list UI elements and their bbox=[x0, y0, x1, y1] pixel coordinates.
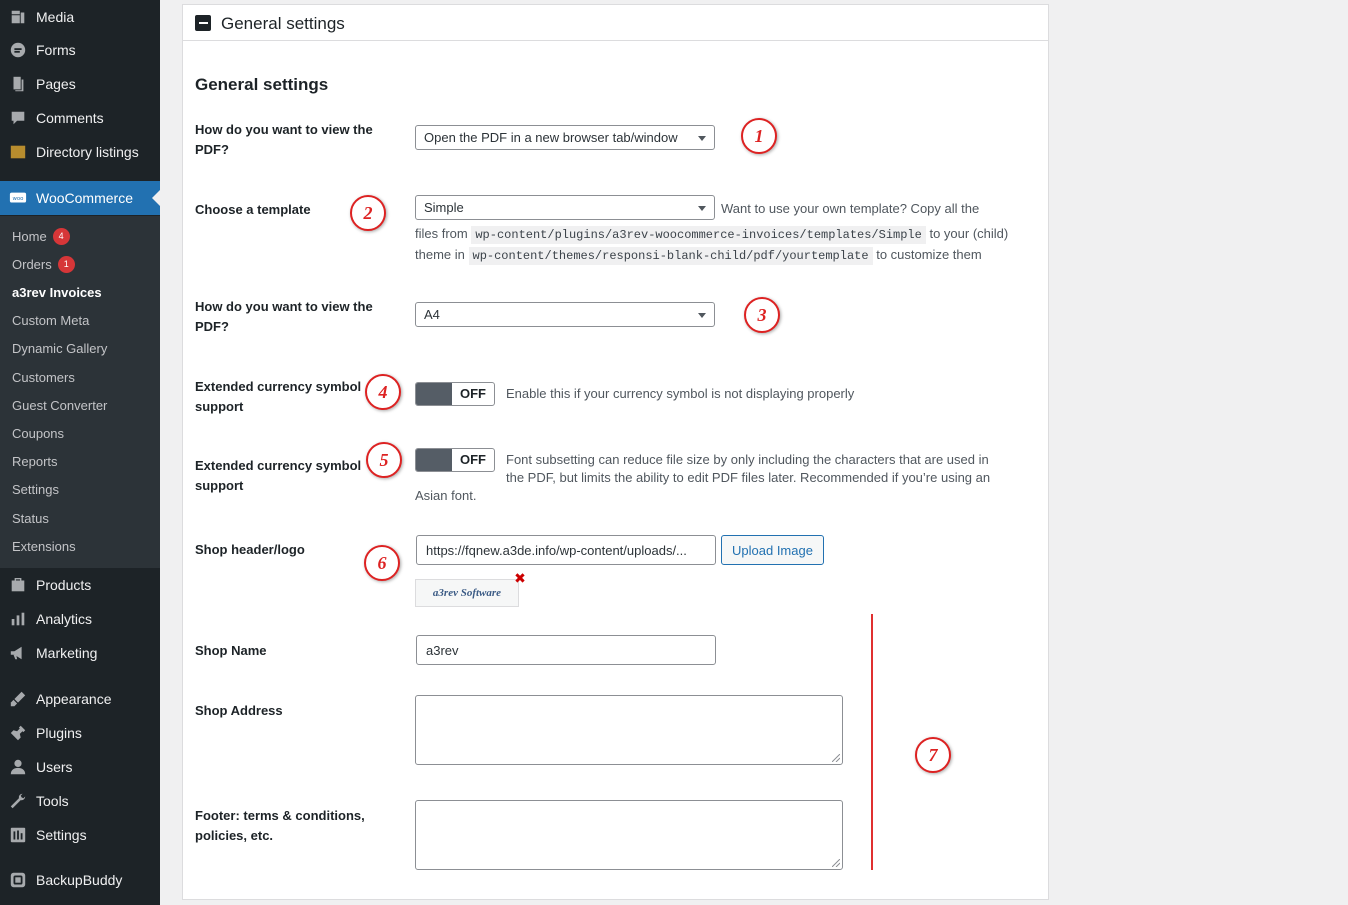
sidebar-item-woocommerce[interactable] bbox=[0, 181, 160, 215]
footer-terms-label: Footer: terms & conditions, policies, etc. bbox=[195, 808, 365, 843]
paper-size-select[interactable] bbox=[415, 302, 715, 327]
template-desc bbox=[415, 224, 1040, 266]
sidebar-item-label: Media bbox=[36, 9, 75, 25]
sidebar-item-label: Plugins bbox=[36, 725, 82, 741]
sidebar-item-label: Users bbox=[36, 759, 73, 775]
annotation-marker-1: 1 bbox=[741, 118, 777, 154]
appearance-icon bbox=[0, 690, 36, 708]
sidebar-item-analytics[interactable] bbox=[0, 602, 160, 636]
annotation-marker-4: 4 bbox=[365, 374, 401, 410]
font-subsetting-desc-line1: Font subsetting can reduce file size by only including the characters that are used in bbox=[506, 452, 989, 467]
sidebar-item-label: Marketing bbox=[36, 645, 98, 661]
comments-icon bbox=[0, 109, 36, 127]
footer-terms-textarea[interactable] bbox=[415, 800, 843, 870]
sidebar-item-label: Appearance bbox=[36, 691, 112, 707]
sidebar-item-label: Pages bbox=[36, 76, 76, 92]
analytics-icon bbox=[0, 610, 36, 628]
shop-name-label: Shop Name bbox=[195, 643, 267, 658]
annotation-marker-6: 6 bbox=[364, 545, 400, 581]
sidebar-item-pages[interactable] bbox=[0, 67, 160, 101]
woo-icon bbox=[0, 189, 36, 207]
upload-image-button[interactable]: Upload Image bbox=[721, 535, 824, 565]
toggle-state: OFF bbox=[460, 386, 486, 401]
svg-text:woo: woo bbox=[12, 195, 24, 202]
sidebar-item-marketing[interactable] bbox=[0, 636, 160, 670]
sidebar-item-label: Forms bbox=[36, 42, 76, 58]
submenu-item-settings[interactable]: Settings bbox=[12, 481, 59, 497]
template-desc-text: theme in bbox=[415, 247, 465, 262]
annotation-marker-3: 3 bbox=[744, 297, 780, 333]
admin-sidebar bbox=[0, 0, 160, 905]
submenu-item-coupons[interactable]: Coupons bbox=[12, 425, 65, 441]
sidebar-item-label: BackupBuddy bbox=[36, 872, 123, 888]
sidebar-item-appearance[interactable] bbox=[0, 682, 160, 716]
sidebar-item-label: WooCommerce bbox=[36, 190, 133, 206]
paper-size-label: How do you want to view the PDF? bbox=[195, 299, 373, 334]
sidebar-item-plugins[interactable] bbox=[0, 716, 160, 750]
users-icon bbox=[0, 758, 36, 776]
submenu-item-customers[interactable]: Customers bbox=[12, 369, 75, 385]
settings-icon bbox=[0, 826, 36, 844]
font-subsetting-desc-line3: Asian font. bbox=[415, 488, 477, 503]
shop-logo-label: Shop header/logo bbox=[195, 542, 305, 557]
sidebar-item-settings[interactable] bbox=[0, 818, 160, 852]
sidebar-item-label: Comments bbox=[36, 110, 104, 126]
submenu-item-orders[interactable] bbox=[12, 254, 75, 274]
marketing-icon bbox=[0, 644, 36, 662]
woocommerce-submenu bbox=[0, 216, 160, 568]
collapse-toggle-icon[interactable] bbox=[195, 15, 211, 31]
shop-logo-url-input[interactable]: https://fqnew.a3de.info/wp-content/uploads/... bbox=[416, 535, 716, 565]
submenu-item-reports[interactable]: Reports bbox=[12, 453, 58, 469]
toggle-knob bbox=[416, 449, 452, 471]
submenu-label: Orders bbox=[12, 256, 52, 272]
current-menu-arrow bbox=[152, 190, 160, 206]
font-subsetting-toggle[interactable] bbox=[415, 448, 495, 472]
shop-name-input[interactable]: a3rev bbox=[416, 635, 716, 665]
currency-support-desc: Enable this if your currency symbol is not displaying properly bbox=[506, 386, 855, 401]
chevron-down-icon bbox=[698, 206, 706, 211]
submenu-item-guest-converter[interactable]: Guest Converter bbox=[12, 397, 108, 413]
section-title: General settings bbox=[195, 75, 329, 94]
view-pdf-select-value: Open the PDF in a new browser tab/window bbox=[424, 130, 678, 145]
paper-size-select-value: A4 bbox=[424, 307, 440, 322]
forms-icon bbox=[0, 41, 36, 59]
shop-address-label: Shop Address bbox=[195, 703, 283, 718]
template-select-value: Simple bbox=[424, 200, 464, 215]
resize-handle-icon[interactable] bbox=[832, 859, 840, 867]
sidebar-item-media[interactable] bbox=[0, 0, 160, 34]
submenu-label: Home bbox=[12, 228, 47, 244]
template-desc-text: files from bbox=[415, 226, 468, 241]
annotation-bracket-line bbox=[871, 614, 873, 870]
sidebar-item-label: Settings bbox=[36, 827, 87, 843]
panel-header-title: General settings bbox=[221, 14, 345, 33]
annotation-marker-2: 2 bbox=[350, 195, 386, 231]
annotation-marker-5: 5 bbox=[366, 442, 402, 478]
submenu-item-custom-meta[interactable]: Custom Meta bbox=[12, 312, 90, 328]
sidebar-item-backupbuddy[interactable] bbox=[0, 863, 160, 897]
submenu-item-extensions[interactable]: Extensions bbox=[12, 538, 76, 554]
currency-support-toggle[interactable] bbox=[415, 382, 495, 406]
sidebar-item-tools[interactable] bbox=[0, 784, 160, 818]
template-desc-text: to your (child) bbox=[929, 226, 1009, 241]
font-subsetting-desc-line2: the PDF, but limits the ability to edit PDF files later. Recommended if you’re using an bbox=[506, 470, 991, 485]
resize-handle-icon[interactable] bbox=[832, 754, 840, 762]
media-icon bbox=[0, 8, 36, 26]
submenu-item-a3rev-invoices[interactable]: a3rev Invoices bbox=[12, 284, 102, 300]
toggle-state: OFF bbox=[460, 452, 486, 467]
toggle-knob bbox=[416, 383, 452, 405]
backupbuddy-icon bbox=[0, 871, 36, 889]
tools-icon bbox=[0, 792, 36, 810]
sidebar-item-users[interactable] bbox=[0, 750, 160, 784]
submenu-item-status[interactable]: Status bbox=[12, 510, 49, 526]
sidebar-item-label: Analytics bbox=[36, 611, 93, 627]
template-target-path: wp-content/themes/responsi-blank-child/pdf/yourtemplate bbox=[469, 247, 873, 265]
submenu-item-home[interactable] bbox=[12, 226, 70, 246]
shop-address-textarea[interactable] bbox=[415, 695, 843, 765]
view-pdf-select[interactable] bbox=[415, 125, 715, 150]
plugins-icon bbox=[0, 724, 36, 742]
logo-preview: a3rev Software bbox=[415, 579, 519, 607]
template-label: Choose a template bbox=[195, 202, 311, 217]
font-subsetting-label: Extended currency symbol support bbox=[195, 458, 362, 493]
template-desc-text: to customize them bbox=[876, 247, 982, 262]
view-pdf-label: How do you want to view the PDF? bbox=[195, 122, 373, 157]
annotation-marker-7: 7 bbox=[915, 737, 951, 773]
template-desc-line1: Want to use your own template? Copy all the bbox=[721, 201, 980, 216]
template-select[interactable] bbox=[415, 195, 715, 220]
chevron-down-icon bbox=[698, 136, 706, 141]
currency-support-label: Extended currency symbol support bbox=[195, 379, 362, 414]
submenu-item-dynamic-gallery[interactable]: Dynamic Gallery bbox=[12, 340, 108, 356]
template-source-path: wp-content/plugins/a3rev-woocommerce-invoices/templates/Simple bbox=[471, 226, 925, 244]
sidebar-item-directory-listings[interactable] bbox=[0, 135, 160, 169]
products-icon bbox=[0, 576, 36, 594]
sidebar-item-forms[interactable] bbox=[0, 33, 160, 67]
sidebar-item-products[interactable] bbox=[0, 568, 160, 602]
sidebar-item-label: Products bbox=[36, 577, 92, 593]
directory-icon bbox=[0, 143, 36, 161]
chevron-down-icon bbox=[698, 313, 706, 318]
sidebar-item-label: Tools bbox=[36, 793, 69, 809]
panel-header[interactable] bbox=[183, 5, 1048, 41]
home-count-badge: 4 bbox=[53, 228, 70, 245]
sidebar-item-comments[interactable] bbox=[0, 101, 160, 135]
pages-icon bbox=[0, 75, 36, 93]
orders-count-badge: 1 bbox=[58, 256, 75, 273]
sidebar-item-label: Directory listings bbox=[36, 144, 139, 160]
remove-logo-icon[interactable]: ✖ bbox=[514, 570, 526, 586]
